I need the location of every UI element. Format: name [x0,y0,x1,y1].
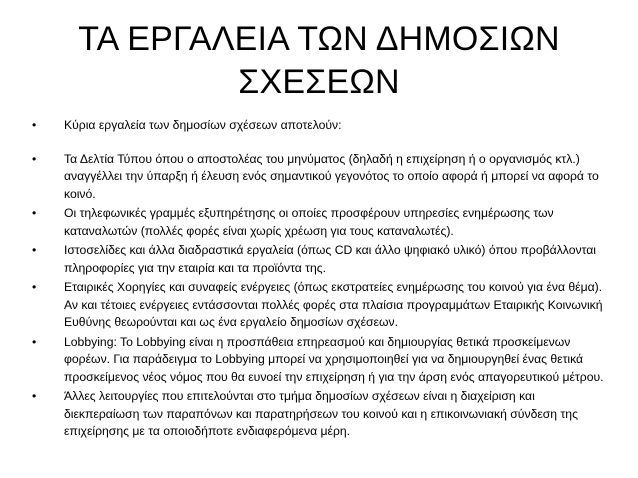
bullet-glyph: • [32,118,37,132]
slide-title-line-1: ΤΑ ΕΡΓΑΛΕΙΑ ΤΩΝ ΔΗΜΟΣΙΩΝ [78,20,560,58]
bullet-text: Οι τηλεφωνικές γραμμές εξυπηρέτησης οι οποίες προσφέρουν υπηρεσίες ενημέρωσης των καταναλωτών (πολλές φορές είναι χωρίς χρέωση για τους καταναλωτές). [64,206,554,238]
bullet-item-phone-lines [32,205,612,240]
bullet-text: Κύρια εργαλεία των δημοσίων σχέσεων αποτελούν: [64,118,342,132]
bullet-list [32,117,612,443]
bullet-glyph: • [32,280,37,294]
bullet-item-lobbying [32,334,612,387]
bullet-item-sponsorships [32,279,612,332]
bullet-item-websites [32,242,612,277]
bullet-glyph: • [32,389,37,403]
bullet-text: Τα Δελτία Τύπου όπου ο αποστολέας του μηνύματος (δηλαδή η επιχείρηση ή ο οργανισμός κτλ.) αναγγέλλει την ύπαρξη ή έλευση ενός σημαντικού γεγονότος το οποίο αφορά ή μπορεί να αφορά το κοινό. [64,151,599,201]
slide-title-line-2: ΣΧΕΣΕΩΝ [238,63,400,101]
bullet-text: Άλλες λειτουργίες που επιτελούνται στο τμήμα δημοσίων σχέσεων είναι η διαχείριση και διεκπεραίωση των παραπόνων και παρατηρήσεων του κοινού και η επικοινωνιακή σύνδεση της επιχείρησης με τα οποιοδήποτε ενδιαφερόμενα μέρη. [64,389,578,438]
bullet-glyph: • [32,243,37,257]
bullet-item-intro [32,117,612,135]
bullet-glyph: • [32,151,37,166]
bullet-text: Ιστοσελίδες και άλλα διαδραστικά εργαλεία (όπως CD και άλλο ψηφιακό υλικό) όπου προβάλλονται πληροφορίες για την εταιρία και τα προϊόντα της. [64,243,596,275]
bullet-glyph: • [32,334,37,349]
bullet-text: Εταιρικές Χορηγίες και συναφείς ενέργειες (όπως εκστρατείες ενημέρωσης του κοινού για ένα θέμα). Αν και τέτοιες ενέργειες εντάσσονται πολλές φορές στα πλαίσια προγραμμάτων Εταιρικής Κοινωνική Ευθύνης θεωρούνται και ως ένα εργαλείο δημοσίων σχέσεων. [64,280,603,329]
bullet-glyph: • [32,206,37,220]
bullet-item-other-functions [32,388,612,441]
bullet-text: Lobbying: To Lobbying είναι η προσπάθεια επηρεασμού και δημιουργίας θετικά προσκείμενων φορέων. Για παράδειγμα το Lobbying μπορεί να χρησιμοποιηθεί για να δημιουργηθεί ένας θετικά προσκείμενος νέος νόμος που θα ευνοεί την επιχείρηση ή για την άρση ενός απαγορευτικού μέτρου. [64,334,604,384]
bullet-item-press-releases [32,151,612,204]
slide-title [40,18,598,104]
